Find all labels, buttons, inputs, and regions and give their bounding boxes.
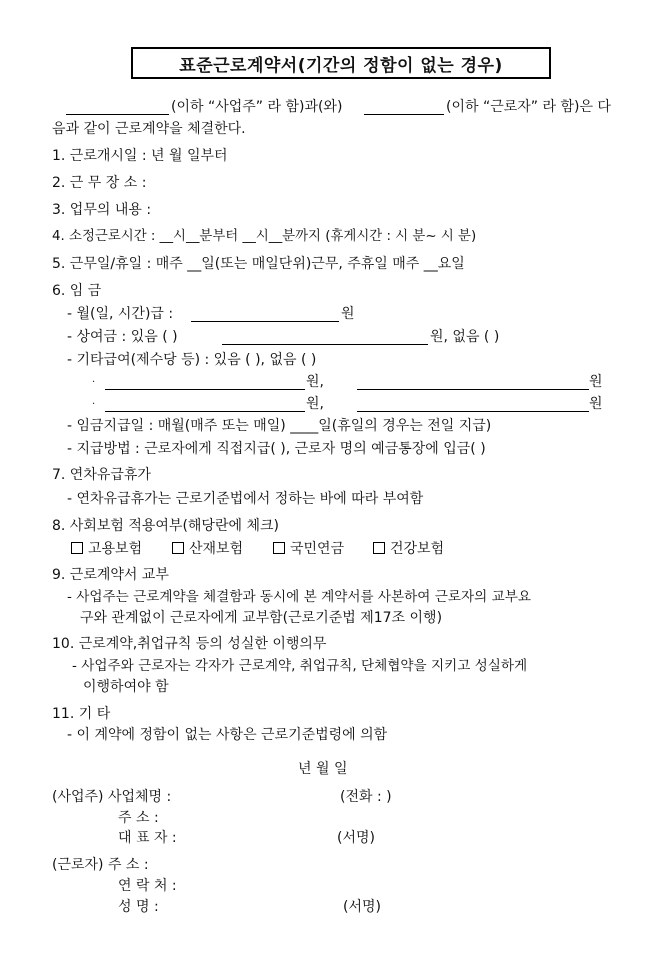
other-pay-label: - 기타급여(제수당 등) : 있음 ( ), 없음 ( ) [67,352,317,368]
employer-rep-label: 대 표 자 : [118,830,177,846]
wage-amount-blank[interactable] [191,321,339,322]
insurance-option-pension[interactable]: 국민연금 [273,540,344,558]
wage-label: - 월(일, 시간)급 : [67,306,174,322]
item-10-desc-1: - 사업주와 근로자는 각자가 근로계약, 취업규칙, 단체협약을 지키고 성실하게 [72,658,528,674]
checkbox[interactable] [373,542,385,554]
worker-address-label: (근로자) 주 소 : [52,857,149,873]
item-9-desc-2: 구와 관계없이 근로자에게 교부함(근로기준법 제17조 이행) [80,610,443,626]
employer-signature: (서명) [337,830,375,846]
item-10-obligation: 10. 근로계약,취업규칙 등의 성실한 이행의무 [52,636,327,652]
other-pay-blank-b2[interactable] [357,411,589,412]
employer-name-blank[interactable] [66,114,169,115]
other-pay-blank-a1[interactable] [105,389,305,390]
bonus-amount-blank[interactable] [222,344,428,345]
employer-company-label: (사업주) 사업체명 : [52,789,172,805]
payday-line: - 임금지급일 : 매월(매주 또는 매일) ____일(휴일의 경우는 전일 지급) [67,418,492,434]
employer-address-label: 주 소 : [118,810,159,826]
item-3-job-description: 3. 업무의 내용 : [52,202,152,218]
item-8-social-insurance: 8. 사회보험 적용여부(해당란에 체크) [52,518,279,534]
item-11-others: 11. 기 타 [52,706,111,722]
wage-unit: 원 [341,306,355,322]
checkbox[interactable] [172,542,184,554]
contract-date: 년 월 일 [298,761,348,777]
insurance-option-health[interactable]: 건강보험 [373,540,444,558]
item-7-desc: - 연차유급휴가는 근로기준법에서 정하는 바에 따라 부여함 [67,491,424,507]
other-pay-unit-a1: 원, [306,374,324,390]
item-1-start-date: 1. 근로개시일 : 년 월 일부터 [52,148,228,164]
intro-line2: 음과 같이 근로계약을 체결한다. [52,121,246,137]
intro-line1-a: (이하 “사업주” 라 함)과(와) [171,99,343,115]
item-11-desc: - 이 계약에 정함이 없는 사항은 근로기준법령에 의함 [67,727,388,743]
other-pay-blank-a2[interactable] [357,389,589,390]
item-7-annual-leave: 7. 연차유급휴가 [52,467,151,483]
item-4-working-hours: 4. 소정근로시간 : __시__분부터 __시__분까지 (휴게시간 : 시 분~ 시 분) [52,229,477,244]
item-9-desc-1: - 사업주는 근로계약을 체결함과 동시에 본 계약서를 사본하여 근로자의 교부요 [67,589,532,605]
item-5-workdays: 5. 근무일/휴일 : 매주 __일(또는 매일단위)근무, 주휴일 매주 __요일 [52,256,465,272]
other-pay-unit-b1: 원, [306,396,324,412]
item-9-contract-delivery: 9. 근로계약서 교부 [52,567,169,583]
other-pay-unit-b2: 원 [589,396,603,412]
bullet-dot: · [92,377,96,388]
bonus-tail: 원, 없음 ( ) [430,329,500,345]
bonus-label: - 상여금 : 있음 ( ) [67,329,178,345]
employer-phone: (전화 : ) [340,789,392,805]
document-title: 표준근로계약서(기간의 정함이 없는 경우) [131,47,551,79]
worker-name-label: 성 명 : [118,899,159,915]
worker-signature: (서명) [343,899,381,915]
checkbox[interactable] [273,542,285,554]
item-6-wages-heading: 6. 임 금 [52,283,102,299]
worker-contact-label: 연 락 처 : [118,878,177,894]
other-pay-unit-a2: 원 [589,374,603,390]
bullet-dot: · [92,399,96,410]
payment-method-line: - 지급방법 : 근로자에게 직접지급( ), 근로자 명의 예금통장에 입금( ) [67,441,486,457]
intro-line1-b: (이하 “근로자” 라 함)은 다 [446,99,611,115]
worker-name-blank[interactable] [364,114,444,115]
insurance-option-employment[interactable]: 고용보험 [71,540,142,558]
other-pay-blank-b1[interactable] [105,411,305,412]
insurance-option-industrial[interactable]: 산재보험 [172,540,243,558]
checkbox[interactable] [71,542,83,554]
item-2-workplace: 2. 근 무 장 소 : [52,175,147,191]
item-10-desc-2: 이행하여야 함 [83,679,169,695]
